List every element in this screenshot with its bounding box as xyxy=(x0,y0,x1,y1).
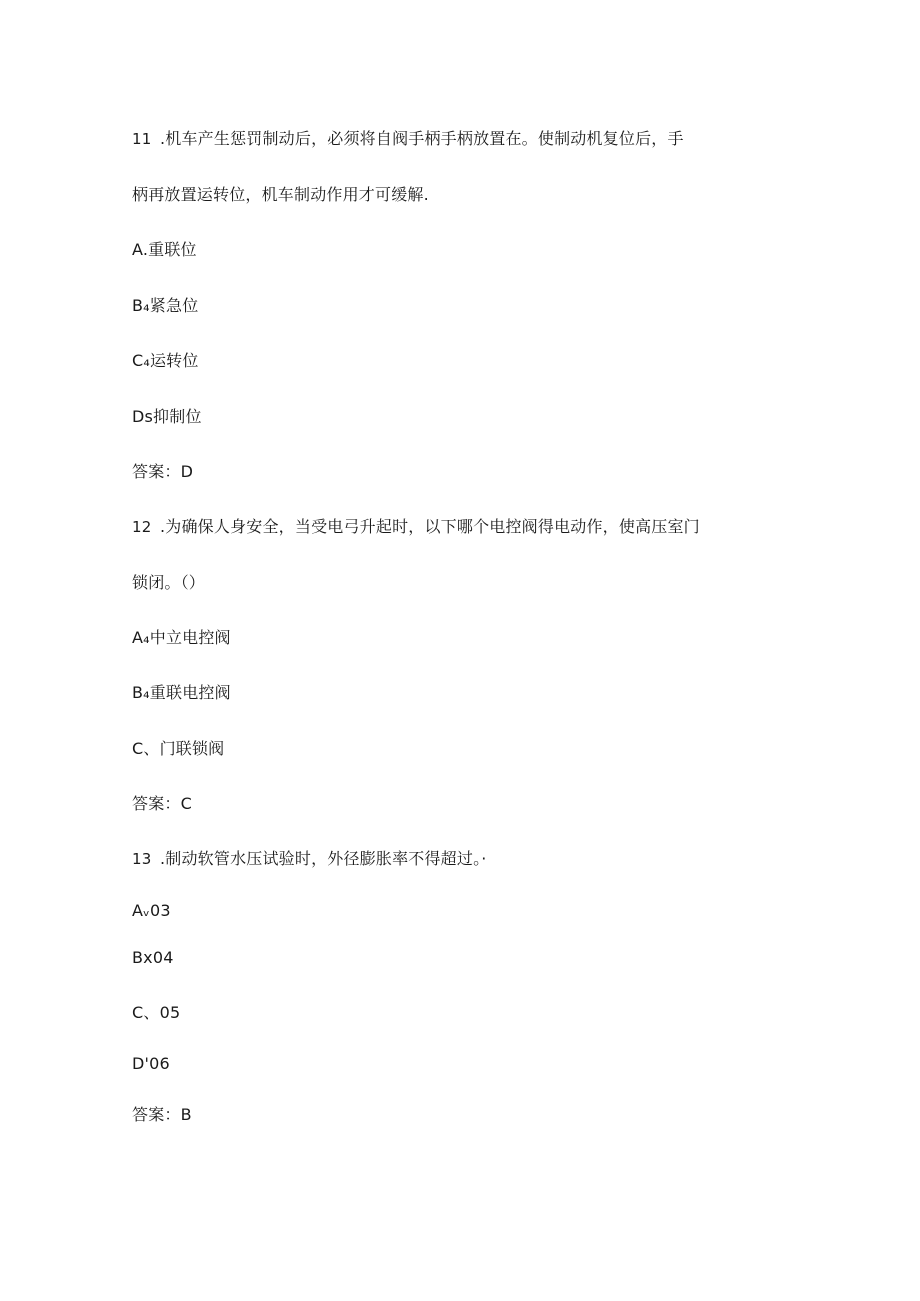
question-11-option-c: C₄运转位 xyxy=(132,351,199,370)
question-number: 12 xyxy=(132,518,152,536)
question-number: 13 xyxy=(132,850,152,868)
question-11-option-d: Ds抑制位 xyxy=(132,407,202,426)
question-12-option-b: B₄重联电控阀 xyxy=(132,683,231,702)
question-13-stem-line-1 xyxy=(132,849,487,869)
question-11-stem-line-1 xyxy=(132,129,684,149)
question-stem-text: .制动软管水压试验时，外径膨胀率不得超过。· xyxy=(160,849,487,868)
question-number: 11 xyxy=(132,130,152,148)
question-13-option-c: C、05 xyxy=(132,1003,181,1022)
question-13-option-a: Aᵥ03 xyxy=(132,901,171,920)
question-12-stem-line-2: 锁闭。（） xyxy=(132,573,206,592)
question-12-answer: 答案：C xyxy=(132,794,192,813)
question-12-option-c: C、门联锁阀 xyxy=(132,739,225,758)
question-11-answer: 答案：D xyxy=(132,462,194,481)
question-11-option-a: A.重联位 xyxy=(132,240,197,259)
question-11-option-b: B₄紧急位 xyxy=(132,296,199,315)
question-stem-text: .为确保人身安全，当受电弓升起时，以下哪个电控阀得电动作，使高压室门 xyxy=(160,517,700,536)
question-13-option-d: D'06 xyxy=(132,1054,170,1073)
question-12-stem-line-1 xyxy=(132,517,700,537)
question-12-option-a: A₄中立电控阀 xyxy=(132,628,231,647)
question-13-option-b: Bx04 xyxy=(132,948,174,967)
question-13-answer: 答案：B xyxy=(132,1105,192,1124)
question-11-stem-line-2: 柄再放置运转位，机车制动作用才可缓解. xyxy=(132,185,429,204)
question-stem-text: .机车产生惩罚制动后，必须将自阀手柄手柄放置在。使制动机复位后，手 xyxy=(160,129,684,148)
